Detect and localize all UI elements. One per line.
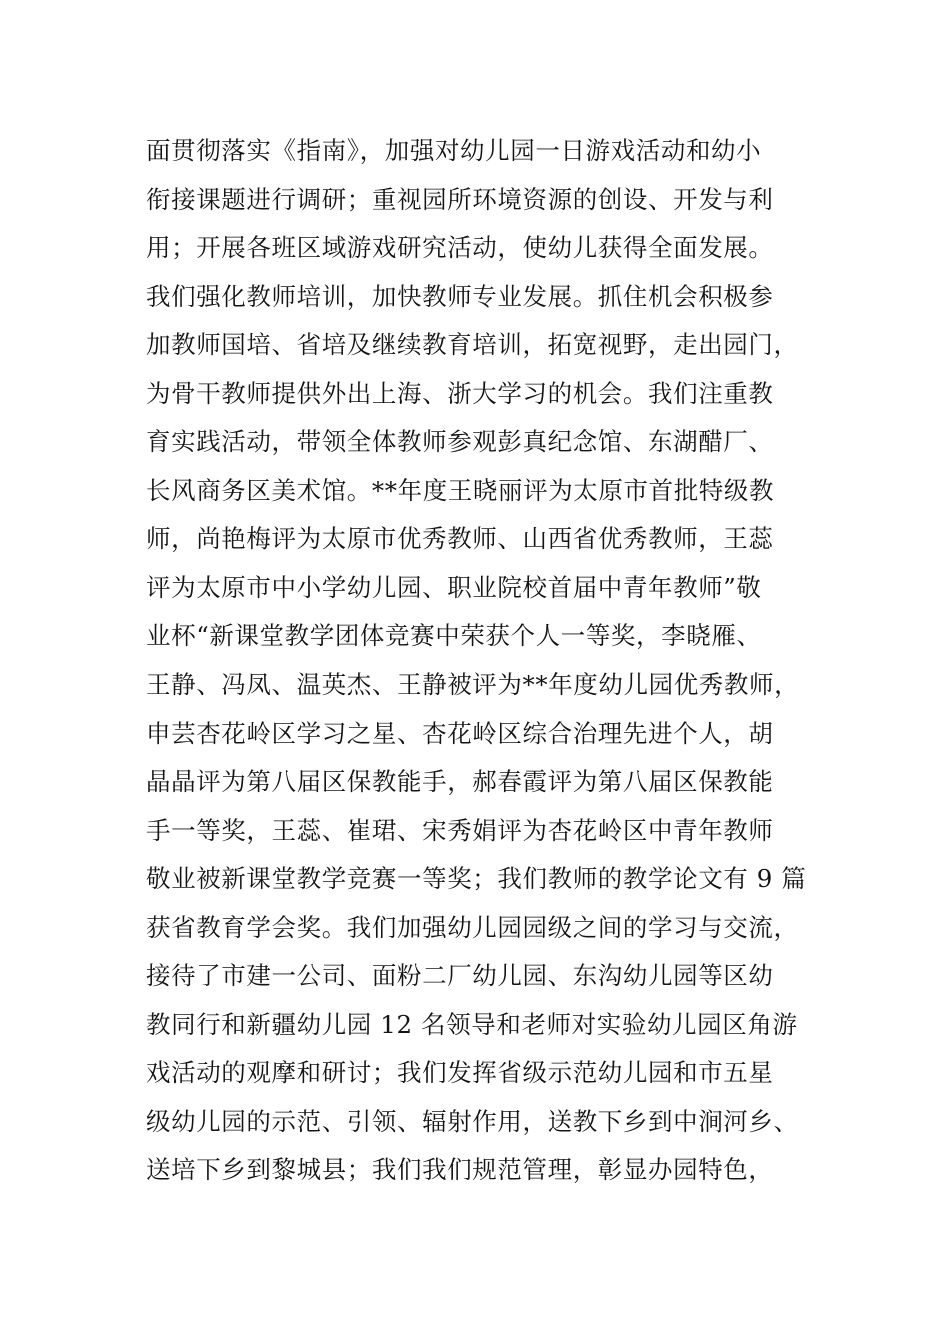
text-line: 敬业被新课堂教学竞赛一等奖；我们教师的教学论文有 9 篇 [146, 864, 807, 894]
body-text [146, 127, 826, 1195]
text-line: 育实践活动，带领全体教师参观彭真纪念馆、东湖醋厂、 [146, 427, 774, 457]
text-line: 加教师国培、省培及继续教育培训，拓宽视野，走出园门， [146, 330, 799, 360]
text-line: 教同行和新疆幼儿园 12 名领导和老师对实验幼儿园区角游 [146, 1009, 798, 1039]
text-line: 获省教育学会奖。我们加强幼儿园园级之间的学习与交流， [146, 912, 799, 942]
text-line: 我们强化教师培训，加快教师专业发展。抓住机会积极参 [146, 281, 774, 311]
text-line: 评为太原市中小学幼儿园、职业院校首届中青年教师”敬 [146, 572, 762, 602]
text-line: 衔接课题进行调研；重视园所环境资源的创设、开发与利 [146, 184, 774, 214]
text-line: 面贯彻落实《指南》，加强对幼儿园一日游戏活动和幼小 [146, 136, 762, 165]
text-line: 王静、冯凤、温英杰、王静被评为**年度幼儿园优秀教师， [146, 670, 800, 700]
text-line: 级幼儿园的示范、引领、辐射作用，送教下乡到中涧河乡、 [146, 1106, 799, 1136]
text-line: 申芸杏花岭区学习之星、杏花岭区综合治理先进个人，胡 [146, 718, 774, 748]
text-line: 接待了市建一公司、面粉二厂幼儿园、东沟幼儿园等区幼 [146, 961, 774, 991]
text-line: 长风商务区美术馆。**年度王晓丽评为太原市首批特级教 [146, 475, 775, 505]
text-line: 用；开展各班区域游戏研究活动，使幼儿获得全面发展。 [146, 233, 774, 263]
text-line: 晶晶评为第八届区保教能手，郝春霞评为第八届区保教能 [146, 767, 774, 797]
text-line: 为骨干教师提供外出上海、浙大学习的机会。我们注重教 [146, 378, 774, 408]
text-line: 师，尚艳梅评为太原市优秀教师、山西省优秀教师，王蕊 [146, 524, 774, 554]
text-line: 戏活动的观摩和研讨；我们发挥省级示范幼儿园和市五星 [146, 1058, 774, 1088]
text-line: 手一等奖，王蕊、崔珺、宋秀娟评为杏花岭区中青年教师 [146, 815, 774, 845]
text-line: 业杯“新课堂教学团体竞赛中荣获个人一等奖，李晓雁、 [146, 621, 762, 651]
text-line: 送培下乡到黎城县；我们我们规范管理，彰显办园特色， [146, 1155, 774, 1185]
